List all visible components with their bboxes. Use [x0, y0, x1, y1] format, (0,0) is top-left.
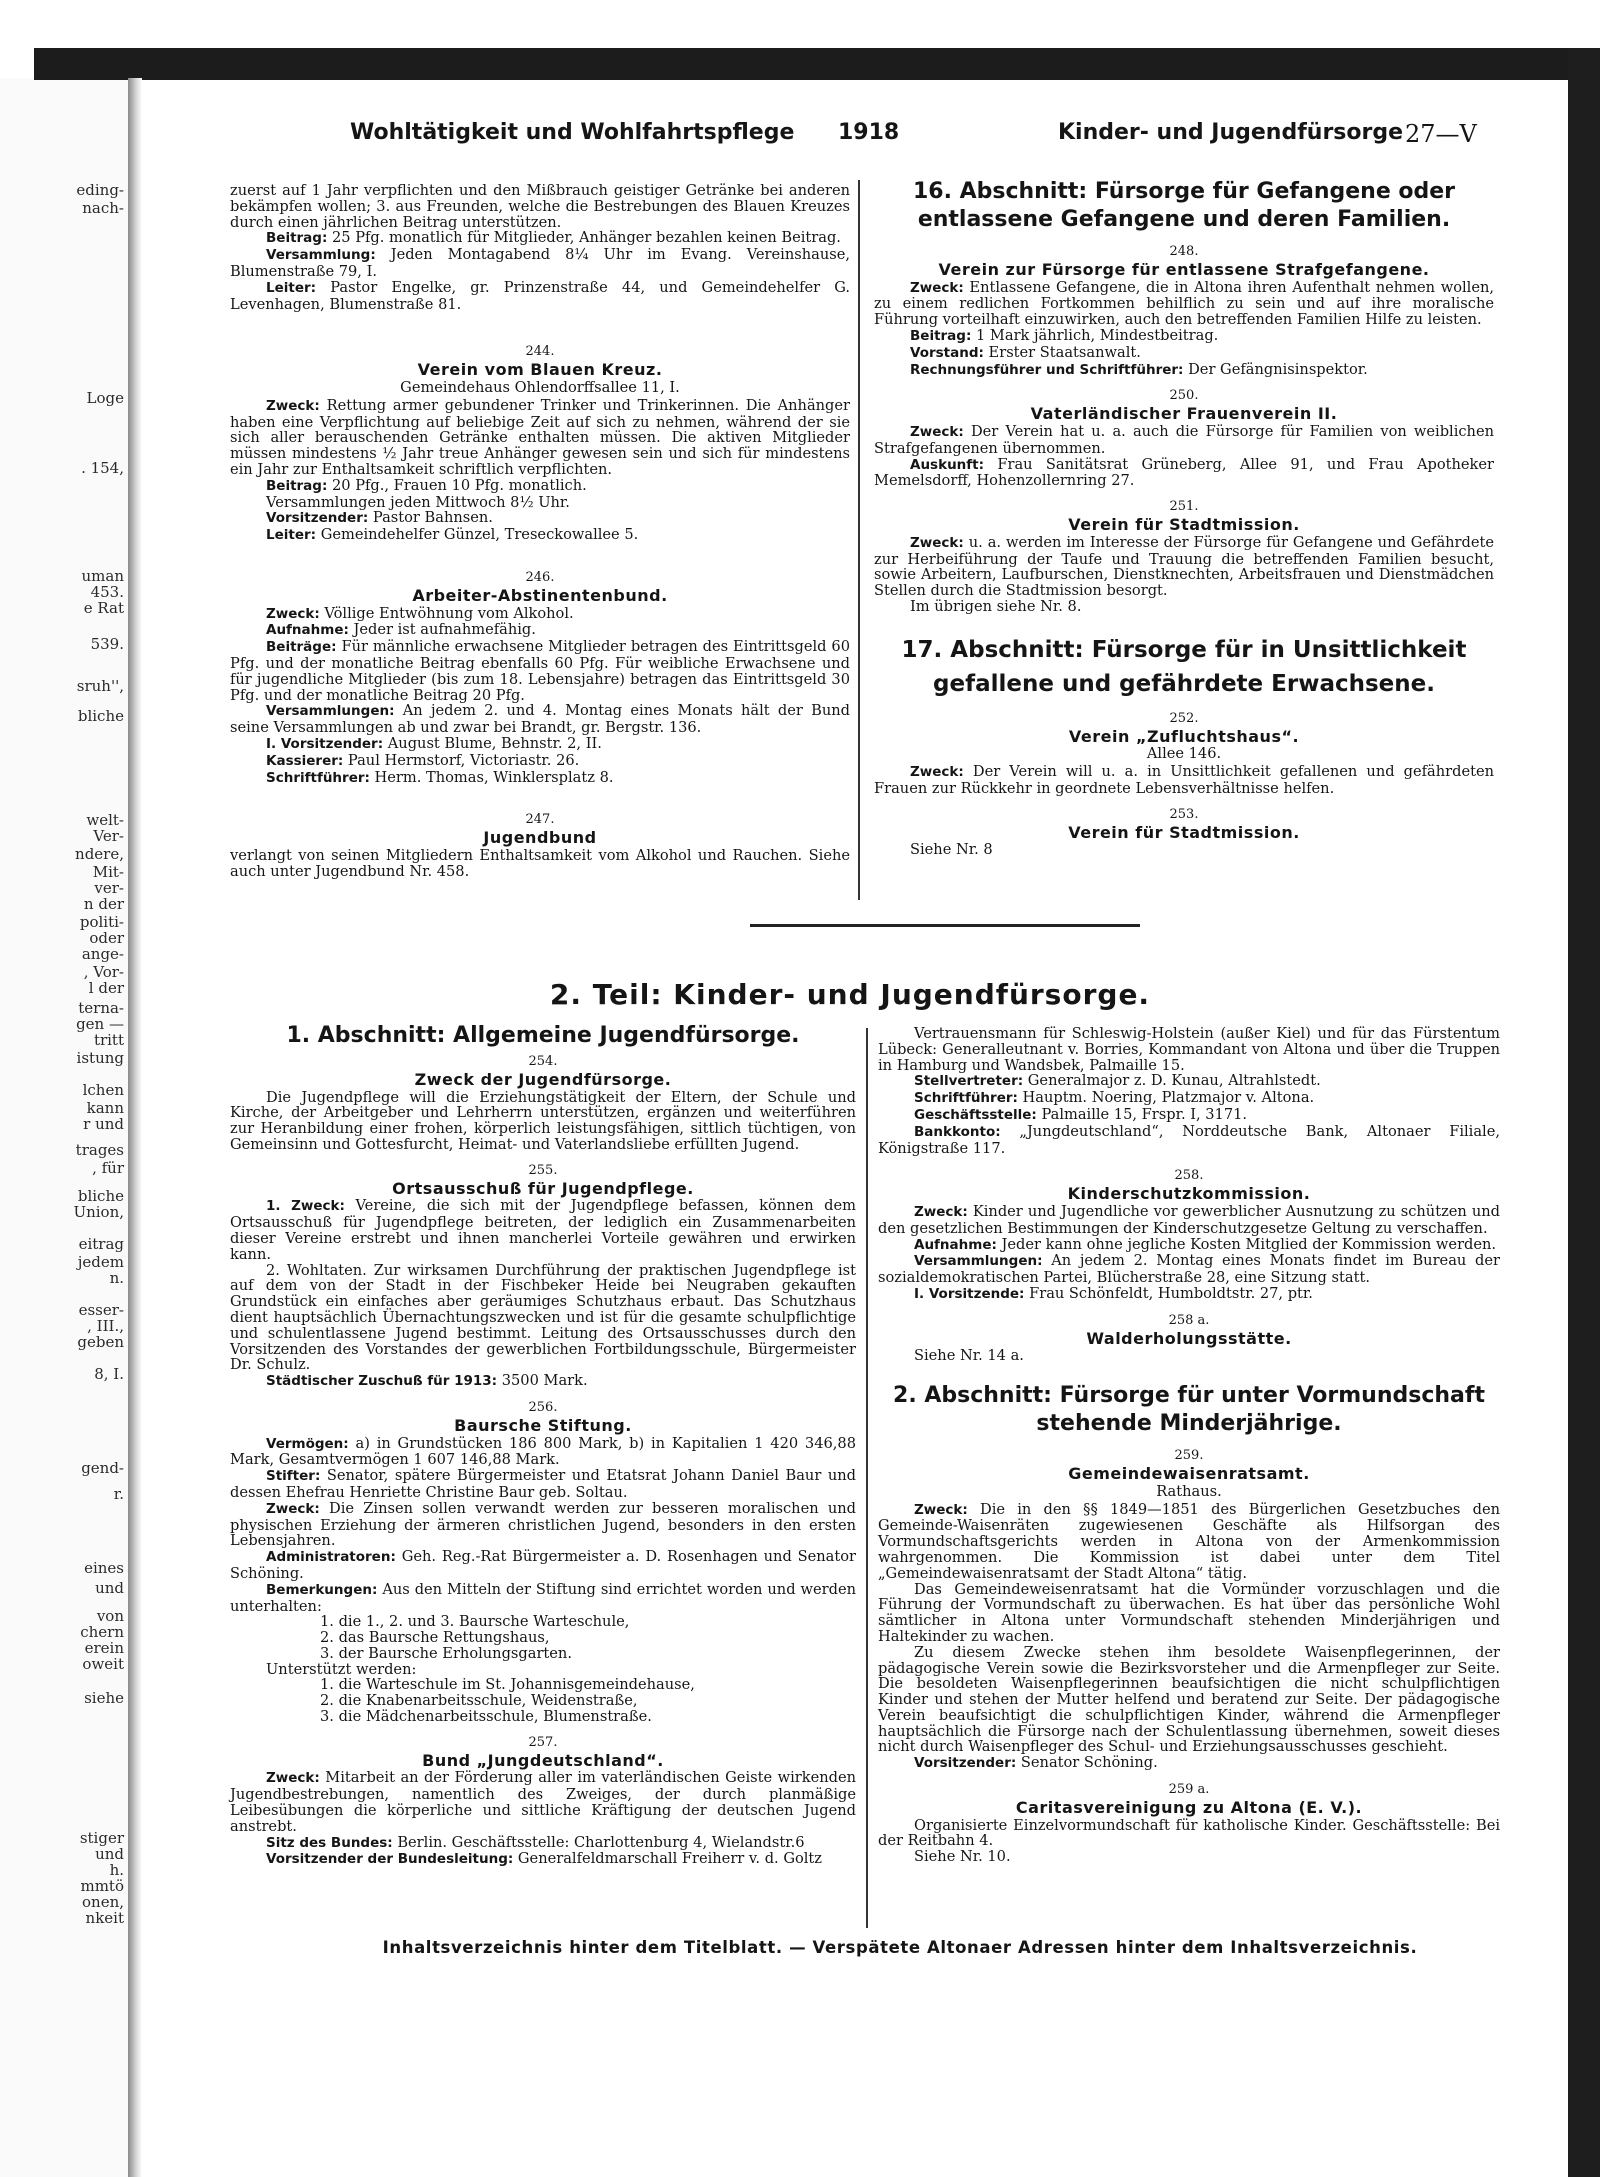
margin-fragment: ange-: [81, 945, 124, 963]
entry-number: 258 a.: [1168, 1312, 1210, 1328]
section-heading-2: 2. Abschnitt: Fürsorge für unter Vormundschaft stehende Minderjährige.: [893, 1383, 1485, 1437]
header-year: 1918: [838, 120, 900, 145]
margin-fragment: nkeit: [85, 1909, 124, 1927]
margin-fragment: sruh'',: [76, 677, 124, 695]
entry-zweck: Zweck: Die Zinsen sollen verwandt werden zur besseren moralischen und physischen Erziehung der ärmeren christlichen Jugend, besonders in den ersten Lebensjahren.: [230, 1499, 856, 1550]
entry-bankkonto: Bankkonto: „Jungdeutschland“, Norddeutsche Bank, Altonaer Filiale, Königstraße 117.: [878, 1122, 1500, 1157]
entry-zweck: Zweck: Entlassene Gefangene, die in Altona ihren Aufenthalt nehmen wollen, zu einem redlichen Fortkommen behilflich zu sein und auf ihre moralische Führung vorteilhaft einzuwirken, auch den betreffenden Familien Hilfe zu leisten.: [874, 278, 1494, 329]
part-separator: [750, 924, 1140, 927]
entry-title: Verein zur Fürsorge für entlassene Strafgefangene.: [938, 259, 1430, 279]
margin-fragment: h.: [109, 1861, 124, 1879]
entry-title: Zweck der Jugendfürsorge.: [414, 1069, 672, 1089]
margin-fragment: geben: [77, 1333, 124, 1351]
entry-number: 246.: [525, 569, 555, 585]
margin-fragment: 539.: [90, 635, 124, 653]
margin-fragment: uman: [81, 567, 124, 585]
entry-address: Allee 146.: [1146, 745, 1222, 763]
margin-fragment: jedem: [77, 1253, 124, 1271]
entry-schriftfuehrer: Schriftführer: Hauptm. Noering, Platzmajor v. Altona.: [914, 1089, 1315, 1107]
entry-beitraege: Beiträge: Für männliche erwachsene Mitglieder betragen des Eintrittsgeld 60 Pfg. und der monatliche Beitrag ebenfalls 60 Pfg. Für weibliche Erwachsene und für jugendliche Mitglieder (bis zum 18. Lebensjahre) betragen das Eintrittsgeld 30 Pfg. und der monatliche Beitrag 20 Pfg.: [230, 638, 850, 704]
entry-schriftfuehrer: Schriftführer: Herm. Thomas, Winklersplatz 8.: [266, 768, 614, 786]
margin-fragment: chern: [80, 1623, 124, 1641]
entry-aufnahme: Aufnahme: Jeder kann ohne jegliche Kosten Mitglied der Kommission werden.: [914, 1235, 1497, 1253]
margin-fragment: n.: [109, 1269, 124, 1287]
entry-number: 252.: [1169, 710, 1199, 726]
entry-title: Verein vom Blauen Kreuz.: [417, 360, 663, 380]
entry-vorsitzende: I. Vorsitzende: Frau Schönfeldt, Humboldtstr. 27, ptr.: [914, 1284, 1313, 1302]
intro-beitrag: Beitrag: 25 Pfg. monatlich für Mitglieder, Anhänger bezahlen keinen Beitrag.: [266, 229, 841, 247]
margin-fragment: , Vor-: [83, 963, 124, 981]
entry-zweck: Zweck: Kinder und Jugendliche vor gewerblicher Ausnutzung zu schützen und den gesetzlichen Bestimmungen der Kinderschutzgesetze Geltung zu verschaffen.: [878, 1202, 1500, 1237]
header-right: Kinder- und Jugendfürsorge: [1058, 120, 1404, 145]
entry-versammlung: Versammlungen: An jedem 2. und 4. Montag eines Monats hält der Bund seine Versammlungen ab und zwar bei Brandt, gr. Bergstr. 136.: [230, 702, 850, 737]
margin-fragment: gen —: [76, 1015, 124, 1033]
margin-fragment: ndere,: [75, 845, 124, 863]
entry-zweck: Zweck: Völlige Entwöhnung vom Alkohol.: [266, 604, 574, 622]
lower-right-column: [878, 1026, 1500, 1865]
entry-number: 256.: [528, 1399, 558, 1415]
entry-number: 257.: [528, 1734, 558, 1750]
entry-zweck: Zweck: Die in den §§ 1849—1851 des Bürgerlichen Gesetzbuches den Gemeinde-Waisenräten zugewiesenen Geschäfte als Hilfsorgan des Vormundschaftsgerichts werden in Altona von der Armenkommission wahrgenommen. Die Kommission ist dabei unter dem Titel „Gemeindewaisenratsamt der Stadt Altona“ tätig.: [878, 1500, 1500, 1582]
page-gutter: [128, 78, 142, 2177]
entry-text: Die Jugendpflege will die Erziehungstätigkeit der Eltern, der Schule und Kirche, der Arbeitgeber und Lehrherrn unterstützen, ergänzen und weiterführen zur Heranbildung einer frohen, körperlich leistungsfähigen, sittlich tüchtigen, von Gemeinsinn und Gottesfurcht, Heimat- und Vaterlandsliebe erfüllten Jugend.: [230, 1088, 856, 1153]
entry-title: Verein „Zufluchtshaus“.: [1068, 726, 1300, 746]
header-page: 27—V: [1405, 120, 1477, 148]
section-heading-17: 17. Abschnitt: Fürsorge für in Unsittlichkeit gefallene und gefährdete Erwachsene.: [901, 636, 1467, 697]
list-item: 2. die Knabenarbeitsschule, Weidenstraße,: [320, 1692, 638, 1710]
entry-geschaeftsstelle: Geschäftsstelle: Palmaille 15, Frspr. I, 3171.: [914, 1105, 1248, 1123]
entry-uebrigens: Im übrigen siehe Nr. 8.: [910, 597, 1082, 615]
entry-number: 259 a.: [1168, 1782, 1210, 1798]
entry-title: Walderholungsstätte.: [1086, 1328, 1292, 1348]
part-title: 2. Teil: Kinder- und Jugendfürsorge.: [549, 978, 1151, 1011]
page-footer: Inhaltsverzeichnis hinter dem Titelblatt. — Verspätete Altonaer Adressen hinter dem Inhaltsverzeichnis.: [382, 1938, 1418, 1957]
running-header: [350, 120, 1490, 160]
header-left: Wohltätigkeit und Wohlfahrtspflege: [350, 120, 795, 145]
entry-number: 244.: [525, 344, 555, 360]
entry-title: Vaterländischer Frauenverein II.: [1030, 404, 1338, 424]
entry-title: Verein für Stadtmission.: [1068, 514, 1300, 534]
margin-fragment: eding-: [76, 181, 124, 199]
section-heading-16: 16. Abschnitt: Fürsorge für Gefangene oder entlassene Gefangene und deren Familien.: [912, 179, 1456, 232]
margin-fragment: kann: [86, 1099, 124, 1117]
margin-fragment: welt-: [86, 811, 124, 829]
list-item: 1. die Warteschule im St. Johannisgemeindehause,: [320, 1676, 695, 1694]
margin-fragment: l der: [88, 979, 124, 997]
entry-auskunft: Auskunft: Frau Sanitätsrat Grüneberg, Allee 91, und Frau Apotheker Memelsdorff, Hohenzollernring 27.: [874, 455, 1494, 490]
entry-text: Organisierte Einzelvormundschaft für katholische Kinder. Geschäftsstelle: Bei der Reitbahn 4.: [878, 1816, 1500, 1850]
margin-fragment: 8, I.: [94, 1365, 124, 1383]
entry-number: 253.: [1169, 806, 1199, 822]
entry-number: 250.: [1169, 388, 1199, 404]
column-divider-lower: [866, 1028, 868, 1928]
margin-fragment: von: [96, 1607, 124, 1625]
margin-fragment: oweit: [82, 1655, 124, 1673]
margin-fragment: oder: [89, 929, 124, 947]
margin-fragment: bliche: [77, 707, 124, 725]
entry-number: 248.: [1169, 244, 1199, 259]
entry-number: 254.: [528, 1054, 558, 1069]
margin-fragment: istung: [76, 1049, 124, 1067]
list-item: 3. der Baursche Erholungsgarten.: [320, 1644, 572, 1662]
entry-unterstuetzt: Unterstützt werden:: [266, 1660, 417, 1678]
entry-versammlung: Versammlungen jeden Mittwoch 8½ Uhr.: [266, 493, 570, 511]
margin-fragment: siehe: [84, 1689, 124, 1707]
entry-number: 259.: [1174, 1448, 1204, 1464]
intro-leiter: Leiter: Pastor Engelke, gr. Prinzenstraße 44, und Gemeindehelfer G. Levenhagen, Blumenstraße 81.: [230, 278, 850, 313]
entry-stellvertreter: Stellvertreter: Generalmajor z. D. Kunau, Altrahlstedt.: [914, 1072, 1321, 1090]
entry-leiter: Leiter: Gemeindehelfer Günzel, Treseckowallee 5.: [266, 526, 639, 544]
list-item: 1. die 1., 2. und 3. Baursche Warteschule,: [320, 1613, 630, 1631]
lower-left-column: [230, 1018, 856, 1868]
entry-text: verlangt von seinen Mitgliedern Enthaltsamkeit vom Alkohol und Rauchen. Siehe auch unter Jugendbund Nr. 458.: [230, 846, 850, 880]
entry-title: Gemeindewaisenratsamt.: [1068, 1463, 1310, 1483]
margin-fragment: bliche: [77, 1187, 124, 1205]
entry-vorsitzender: Vorsitzender: Senator Schöning.: [914, 1754, 1158, 1772]
margin-fragment: r und: [83, 1115, 124, 1133]
entry-versammlung: Versammlungen: An jedem 2. Montag eines Monats findet im Bureau der sozialdemokratischen Partei, Blücherstraße 28, eine Sitzung statt.: [878, 1252, 1500, 1287]
entry-title: Arbeiter-Abstinentenbund.: [412, 585, 668, 605]
entry-bemerkungen: Bemerkungen: Aus den Mitteln der Stiftung sind errichtet worden und werden unterhalten:: [230, 1580, 856, 1615]
scan-border-top: [34, 48, 1600, 80]
entry-text: Siehe Nr. 14 a.: [914, 1347, 1024, 1365]
entry-number: 258.: [1174, 1168, 1204, 1184]
entry-vertrauensmann: Vertrauensmann für Schleswig-Holstein (außer Kiel) und für das Fürstentum Lübeck: Generalleutnant v. Borries, Kommandant von Altona und über die Truppen in Hamburg und Wandsbek, Palmaille 15.: [878, 1025, 1500, 1074]
entry-beitrag: Beitrag: 20 Pfg., Frauen 10 Pfg. monatlich.: [266, 476, 587, 494]
entry-sitz: Sitz des Bundes: Berlin. Geschäftsstelle: Charlottenburg 4, Wielandstr.6: [266, 1833, 805, 1851]
entry-vorstand: Vorstand: Erster Staatsanwalt.: [910, 343, 1141, 361]
entry-siehe: Siehe Nr. 10.: [914, 1848, 1011, 1866]
entry-kassierer: Kassierer: Paul Hermstorf, Victoriastr. 26.: [266, 751, 580, 769]
section-heading-1: 1. Abschnitt: Allgemeine Jugendfürsorge.: [286, 1023, 800, 1048]
margin-fragment: stiger: [79, 1829, 124, 1847]
margin-fragment: , III.,: [87, 1317, 124, 1335]
entry-number: 255.: [528, 1162, 558, 1178]
margin-fragment: lchen: [82, 1081, 124, 1099]
margin-fragment: trages: [75, 1141, 124, 1159]
margin-fragment: r.: [113, 1485, 124, 1503]
entry-wohltaten: 2. Wohltaten. Zur wirksamen Durchführung der praktischen Jugendpflege ist auf dem von der Stadt in der Fischbeker Heide bei Neugraben gekauften Grundstück ein einfaches aber geräumiges Schutzhaus erbaut. Das Schutzhaus dient hauptsächlich Übernachtungszwecken und ist für die gesamte schulpflichtige und schulentlassene Jugend bestimmt. Leitung des Ortsausschusses durch den Vorsitzenden des Vorstandes der gewerblichen Fortbildungsschule, Bürgermeister Dr. Schulz.: [230, 1261, 856, 1374]
margin-fragment: , für: [92, 1159, 124, 1177]
margin-fragment: 453.: [90, 583, 124, 601]
margin-fragment: nach-: [82, 199, 124, 217]
upper-right-column: [874, 170, 1494, 858]
entry-title: Jugendbund: [483, 828, 597, 848]
column-divider-upper: [858, 180, 860, 900]
entry-zweck: Zweck: Der Verein will u. a. in Unsittlichkeit gefallenen und gefährdeten Frauen zur Rückkehr in geordnete Lebensverhältnisse helfen.: [874, 763, 1494, 797]
entry-address: Rathaus.: [1156, 1482, 1222, 1500]
margin-fragment: Mit-: [92, 863, 124, 881]
entry-paragraph: Das Gemeindeweisenratsamt hat die Vormünder vorzuschlagen und die Führung der Vormundschaft zu überwachen. Es hat über das persönliche Wohl sämtlicher in Altona unter Vormundschaft stehenden Minderjährigen und Haltekinder zu wachen.: [878, 1580, 1500, 1645]
margin-fragment: onen,: [82, 1893, 124, 1911]
margin-fragment: esser-: [78, 1301, 124, 1319]
entry-title: Verein für Stadtmission.: [1068, 822, 1300, 842]
entry-aufnahme: Aufnahme: Jeder ist aufnahmefähig.: [266, 621, 536, 639]
entry-beitrag: Beitrag: 1 Mark jährlich, Mindestbeitrag.: [910, 326, 1219, 344]
margin-fragment: . 154,: [81, 459, 124, 477]
margin-fragment: und: [95, 1579, 124, 1597]
intro-text: zuerst auf 1 Jahr verpflichten und den Mißbrauch geistiger Getränke bei anderen bekämpfen wollen; 3. aus Freunden, welche die Bestrebungen des Blauen Kreuzes durch einen jährlichen Beitrag unterstützen.: [230, 182, 850, 231]
entry-vermoegen: Vermögen: a) in Grundstücken 186 800 Mark, b) in Kapitalien 1 420 346,88 Mark, Gesamtvermögen 1 607 146,88 Mark.: [230, 1434, 856, 1469]
entry-title: Ortsausschuß für Jugendpflege.: [392, 1178, 694, 1198]
list-item: 3. die Mädchenarbeitsschule, Blumenstraße.: [320, 1708, 652, 1726]
scan-border-right: [1568, 48, 1600, 2177]
entry-zuschuss: Städtischer Zuschuß für 1913: 3500 Mark.: [266, 1372, 588, 1390]
entry-paragraph: Zu diesem Zwecke stehen ihm besoldete Waisenpflegerinnen, der pädagogische Verein sowie die Bezirksvorsteher und die Armenpfleger zur Seite. Die besoldeten Waisenpflegerinnen beaufsichtigen die nicht schulpflichtigen Kinder und stehen der Mutter helfend und beratend zur Seite. Der pädagogische Verein beaufsichtigt die schulpflichtigen Kinder, während die Armenpfleger hauptsächlich die Fürsorge nach der Schulentlassung übernehmen, soweit dieses nicht durch Waisenpfleger des Schul- und Erziehungsausschusses geschieht.: [878, 1643, 1500, 1756]
entry-vorsitzender: Vorsitzender der Bundesleitung: Generalfeldmarschall Freiherr v. d. Goltz: [266, 1850, 822, 1868]
margin-fragment: und: [95, 1845, 124, 1863]
margin-fragment: e Rat: [83, 599, 124, 617]
margin-fragment: Loge: [86, 389, 124, 407]
entry-zweck: Zweck: Rettung armer gebundener Trinker und Trinkerinnen. Die Anhänger haben eine Verpflichtung auf beliebige Zeit auf sich zu nehmen, während der sie sich aller berauschenden Getränke enthalten müssen. Die aktiven Mitglieder müssen mindestens ½ Jahr treue Anhänger gewesen sein und sich für mindestens ein Jahr zur Enthaltsamkeit schriftlich verpflichten.: [230, 396, 850, 478]
entry-zweck: Zweck: Mitarbeit an der Förderung aller im vaterländischen Geiste wirkenden Jugendbestrebungen, namentlich des Zweiges, der durch planmäßige Leibesübungen die körperliche und sittliche Kräftigung der deutschen Jugend anstrebt.: [230, 1769, 856, 1835]
entry-zweck: Zweck: u. a. werden im Interesse der Fürsorge für Gefangene und Gefährdete zur Herbeiführung der Taufe und Trauung die betreffenden Familien besucht, sowie Arbeitern, Laufburschen, Dienstknechten, Arbeitsfrauen und Dienstmädchen Stellen durch die Stadtmission besorgt.: [874, 533, 1494, 600]
margin-fragment: eitrag: [78, 1235, 124, 1253]
margin-fragment: ver-: [94, 879, 124, 897]
margin-fragment: erein: [84, 1639, 124, 1657]
list-item: 2. das Baursche Rettungshaus,: [320, 1629, 550, 1647]
entry-vorsitzender: Vorsitzender: Pastor Bahnsen.: [266, 509, 493, 527]
entry-title: Kinderschutzkommission.: [1067, 1184, 1311, 1204]
entry-zweck: Zweck: Der Verein hat u. a. auch die Fürsorge für Familien von weiblichen Strafgefangenen übernommen.: [874, 422, 1494, 457]
margin-fragment: n der: [83, 895, 124, 913]
margin-fragment: tritt: [93, 1031, 124, 1049]
entry-address: Gemeindehaus Ohlendorffsallee 11, I.: [400, 378, 680, 396]
margin-fragment: Union,: [73, 1203, 124, 1221]
entry-stifter: Stifter: Senator, spätere Bürgermeister und Etatsrat Johann Daniel Baur und dessen Ehefrau Henriette Christine Baur geb. Soltau.: [230, 1467, 856, 1501]
entry-rechnungsfuehrer: Rechnungsführer und Schriftführer: Der Gefängnisinspektor.: [910, 360, 1368, 378]
margin-fragment: eines: [84, 1559, 124, 1577]
entry-zweck: 1. Zweck: Vereine, die sich mit der Jugendpflege befassen, können dem Ortsausschuß für Jugendpflege beitreten, der lediglich ein Zusammenarbeiten dieser Vereine erstrebt und ihnen mancherlei Vorteile gewähren und erwirken kann.: [230, 1197, 856, 1263]
entry-administratoren: Administratoren: Geh. Reg.-Rat Bürgermeister a. D. Rosenhagen und Senator Schöning.: [230, 1548, 856, 1582]
margin-fragment: Ver-: [93, 827, 124, 845]
entry-number: 251.: [1169, 499, 1199, 515]
entry-title: Baursche Stiftung.: [454, 1415, 632, 1435]
upper-left-column: [230, 183, 850, 879]
intro-versammlung: Versammlung: Jeden Montagabend 8¼ Uhr im Evang. Vereinshause, Blumenstraße 79, I.: [230, 246, 850, 280]
entry-number: 247.: [525, 812, 555, 828]
margin-fragment: mmtö: [80, 1877, 124, 1895]
entry-vorsitzender: I. Vorsitzender: August Blume, Behnstr. 2, II.: [266, 734, 602, 752]
margin-fragment: politi-: [79, 913, 124, 931]
entry-text: Siehe Nr. 8: [910, 841, 993, 859]
entry-title: Caritasvereinigung zu Altona (E. V.).: [1015, 1797, 1363, 1817]
margin-fragment: terna-: [78, 999, 124, 1017]
entry-title: Bund „Jungdeutschland“.: [422, 1750, 664, 1770]
margin-fragment: gend-: [81, 1459, 124, 1477]
